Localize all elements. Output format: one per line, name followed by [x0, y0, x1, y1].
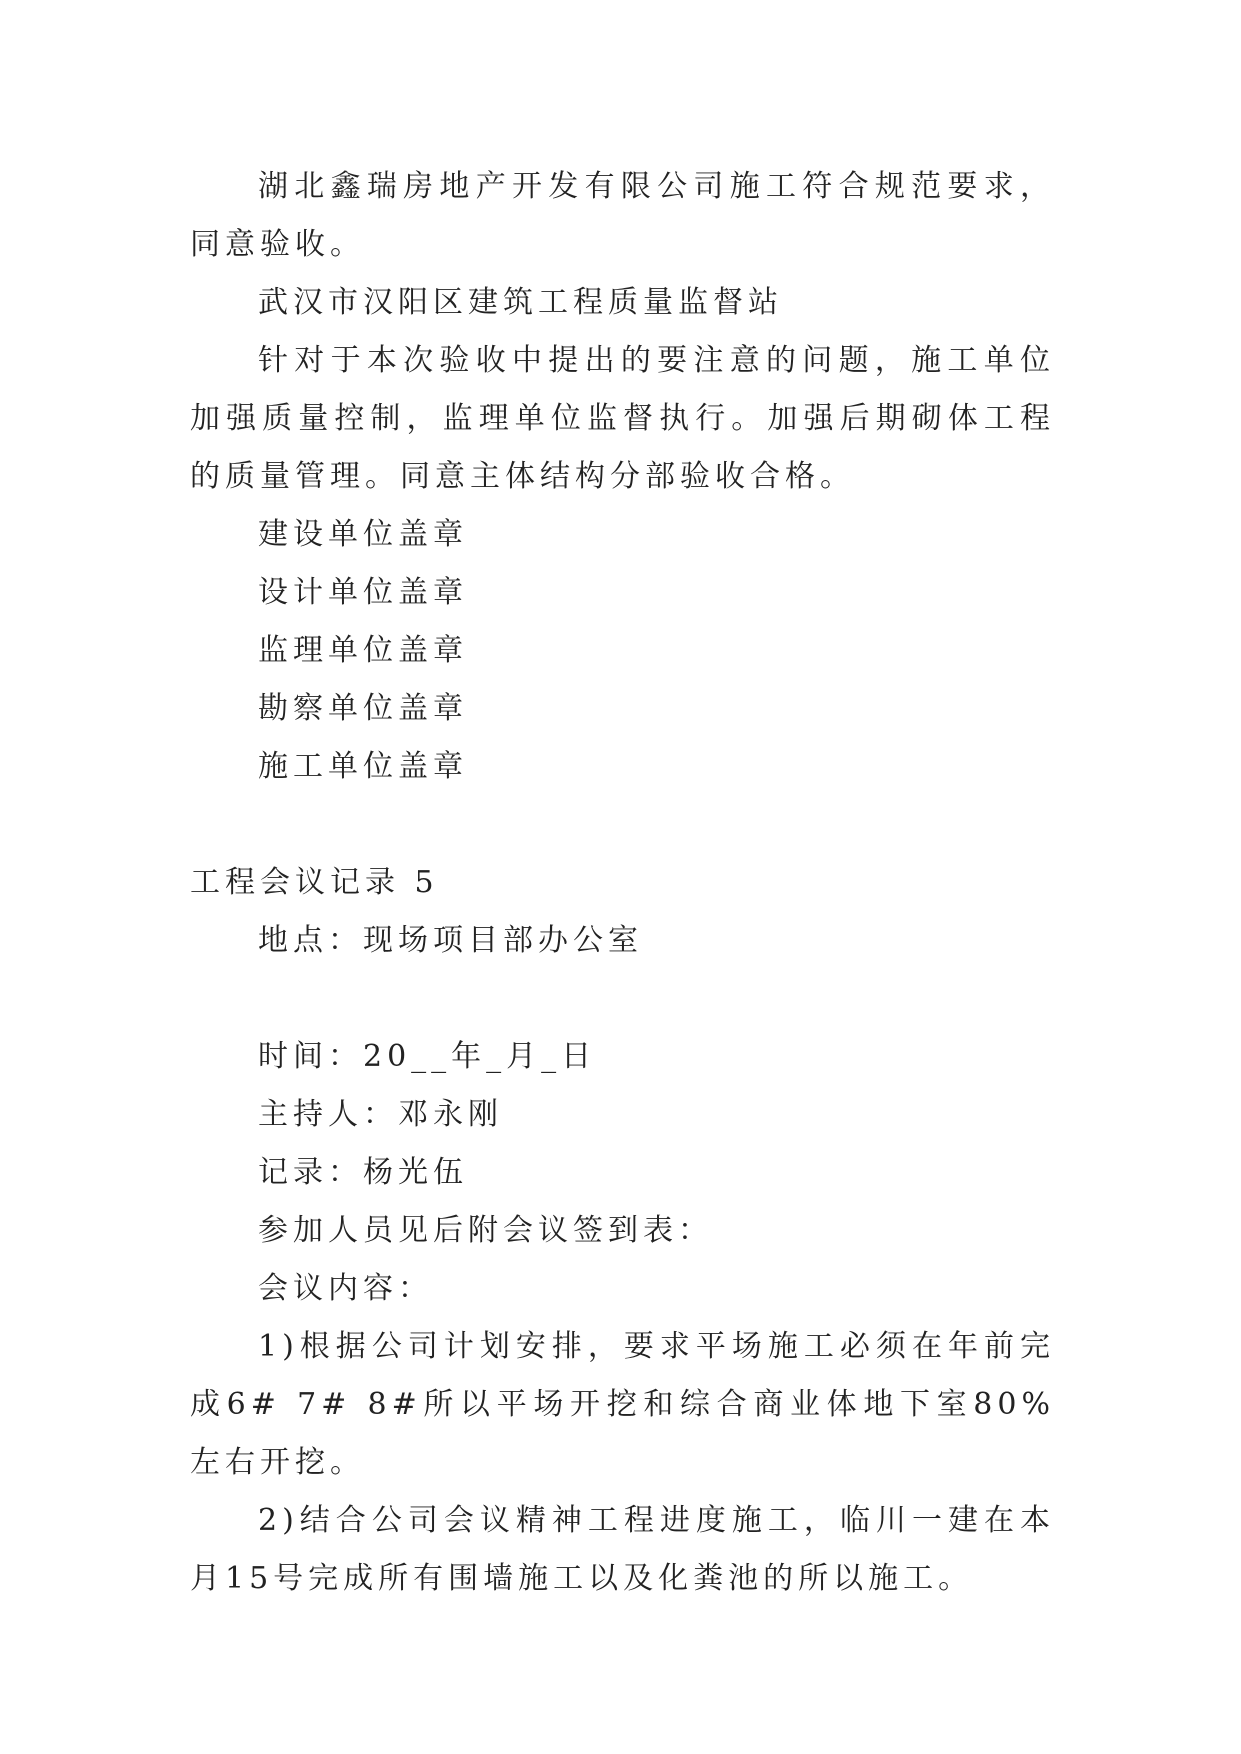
meeting-time: 时间：20__年_月_日 [258, 1039, 597, 1074]
seal-line-design-unit: 设计单位盖章 [258, 575, 468, 610]
seal-line-builder-unit: 施工单位盖章 [258, 749, 468, 784]
meeting-record-title: 工程会议记录 5 [190, 865, 439, 900]
meeting-item-1: 1)根据公司计划安排，要求平场施工必须在年前完成6# 7# 8#所以平场开挖和综合商业体地下室80%左右开挖。 [190, 1329, 1055, 1480]
meeting-attendees: 参加人员见后附会议签到表： [258, 1213, 713, 1248]
meeting-location: 地点：现场项目部办公室 [258, 923, 643, 958]
supervision-station-line: 武汉市汉阳区建筑工程质量监督站 [258, 285, 783, 320]
quality-control-paragraph: 针对于本次验收中提出的要注意的问题，施工单位加强质量控制，监理单位监督执行。加强后期砌体工程的质量管理。同意主体结构分部验收合格。 [190, 343, 1055, 494]
blank-line [190, 796, 1055, 854]
seal-line-construction-unit: 建设单位盖章 [258, 517, 468, 552]
document-body [190, 158, 1055, 1608]
seal-line-survey-unit: 勘察单位盖章 [258, 691, 468, 726]
meeting-content-label: 会议内容： [258, 1271, 433, 1306]
blank-line [190, 970, 1055, 1028]
acceptance-statement-paragraph: 湖北鑫瑞房地产开发有限公司施工符合规范要求，同意验收。 [190, 169, 1055, 262]
meeting-host: 主持人：邓永刚 [258, 1097, 503, 1132]
meeting-recorder: 记录：杨光伍 [258, 1155, 468, 1190]
seal-line-supervision-unit: 监理单位盖章 [258, 633, 468, 668]
meeting-item-2: 2)结合公司会议精神工程进度施工，临川一建在本月15号完成所有围墙施工以及化粪池的所以施工。 [190, 1503, 1055, 1596]
